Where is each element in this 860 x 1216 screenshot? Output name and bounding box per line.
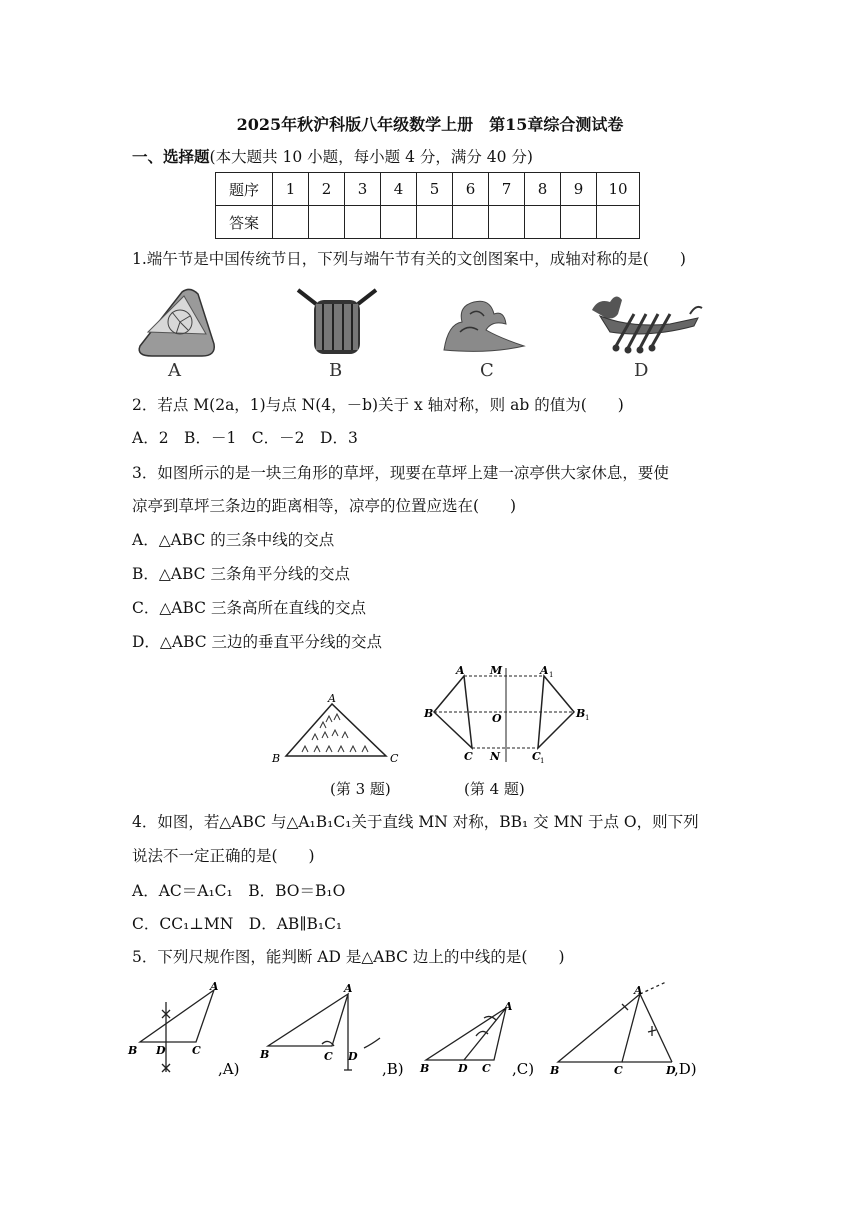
fig4-caption: (第 4 题) bbox=[464, 780, 525, 798]
answer-cell[interactable] bbox=[417, 206, 453, 239]
answer-cell[interactable] bbox=[381, 206, 417, 239]
q5d-label-d: D bbox=[666, 1064, 676, 1077]
q5b-label-b: B bbox=[260, 1048, 270, 1061]
fig4-label-a: A bbox=[456, 664, 465, 677]
answer-cell[interactable] bbox=[561, 206, 597, 239]
question-1: 1.端午节是中国传统节日，下列与端午节有关的文创图案中，成轴对称的是( ) bbox=[132, 250, 686, 268]
answer-table-header: 答案 bbox=[216, 206, 273, 239]
q5-option-d-figure bbox=[558, 982, 672, 1062]
question-4-options-ab: A．AC＝A₁C₁ B．BO＝B₁O bbox=[132, 882, 346, 900]
answer-table-number: 3 bbox=[345, 173, 381, 206]
fig4-label-n: N bbox=[490, 750, 501, 763]
fig4-subscript: 1 bbox=[549, 671, 554, 679]
answer-table bbox=[215, 172, 640, 239]
q5c-label-d: D bbox=[458, 1062, 468, 1075]
answer-table-number: 4 bbox=[381, 173, 417, 206]
question-4-options-cd: C．CC₁⊥MN D．AB∥B₁C₁ bbox=[132, 915, 343, 933]
answer-table-number: 7 bbox=[489, 173, 525, 206]
q5c-label-b: B bbox=[420, 1062, 430, 1075]
question-4-line-2: 说法不一定正确的是( ) bbox=[132, 847, 315, 865]
fig3-label-b: B bbox=[272, 752, 281, 765]
fig4-label-b: B bbox=[424, 707, 434, 720]
q1-option-label: D bbox=[634, 360, 649, 381]
q5c-label-a: A bbox=[504, 1000, 513, 1013]
dragon-boat-image bbox=[592, 296, 702, 353]
question-3-option-a: A．△ABC 的三条中线的交点 bbox=[132, 531, 335, 549]
q5-choice-b: ,B) bbox=[382, 1060, 404, 1078]
q5a-label-d: D bbox=[156, 1044, 166, 1057]
fig4-subscript: 1 bbox=[540, 757, 545, 765]
answer-table-number: 5 bbox=[417, 173, 453, 206]
answer-cell[interactable] bbox=[273, 206, 309, 239]
q5-choice-a: ,A) bbox=[218, 1060, 240, 1078]
q5a-label-c: C bbox=[192, 1044, 201, 1057]
q5b-label-c: C bbox=[324, 1050, 333, 1063]
answer-table-number: 10 bbox=[597, 173, 640, 206]
fig3-label-c: C bbox=[390, 752, 399, 765]
answer-cell[interactable] bbox=[453, 206, 489, 239]
fig4-label-a1: A bbox=[540, 664, 549, 677]
q1-option-label: C bbox=[480, 360, 494, 381]
q5-option-c-figure bbox=[426, 1008, 506, 1060]
drum-image bbox=[298, 290, 376, 354]
cloud-wave-image bbox=[444, 301, 524, 351]
answer-table-number: 6 bbox=[453, 173, 489, 206]
q1-option-label: A bbox=[168, 360, 181, 381]
answer-cell[interactable] bbox=[345, 206, 381, 239]
q1-option-label: B bbox=[329, 360, 343, 381]
question-3-line-1: 3．如图所示的是一块三角形的草坪，现要在草坪上建一凉亭供大家休息，要使 bbox=[132, 464, 669, 482]
answer-cell[interactable] bbox=[489, 206, 525, 239]
answer-cell[interactable] bbox=[597, 206, 640, 239]
fig4-reflection bbox=[420, 662, 600, 768]
q5-option-a-figure bbox=[140, 990, 214, 1072]
exam-title: 2025年秋沪科版八年级数学上册 第15章综合测试卷 bbox=[236, 115, 624, 134]
question-2: 2．若点 M(2a，1)与点 N(4，－b)关于 x 轴对称，则 ab 的值为( ) bbox=[132, 396, 624, 414]
answer-cell[interactable] bbox=[525, 206, 561, 239]
answer-table-number: 9 bbox=[561, 173, 597, 206]
question-3-option-c: C．△ABC 三条高所在直线的交点 bbox=[132, 599, 366, 617]
answer-table-number: 2 bbox=[309, 173, 345, 206]
q5b-label-d: D bbox=[348, 1050, 358, 1063]
section-1-heading bbox=[132, 146, 533, 168]
zongzi-image bbox=[139, 289, 214, 356]
answer-table-row-numbers bbox=[216, 173, 640, 206]
fig3-triangle-lawn bbox=[268, 690, 408, 770]
q5a-label-b: B bbox=[128, 1044, 138, 1057]
question-2-options: A．2 B．－1 C．－2 D．3 bbox=[132, 429, 358, 447]
question-3-option-b: B．△ABC 三条角平分线的交点 bbox=[132, 565, 350, 583]
answer-table-number: 8 bbox=[525, 173, 561, 206]
fig4-label-b1: B bbox=[576, 707, 586, 720]
question-3-option-d: D．△ABC 三边的垂直平分线的交点 bbox=[132, 633, 383, 651]
q5b-label-a: A bbox=[344, 982, 353, 995]
q5-figures bbox=[126, 980, 726, 1084]
fig4-label-m: M bbox=[490, 664, 503, 677]
answer-table-number: 1 bbox=[273, 173, 309, 206]
question-5: 5．下列尺规作图，能判断 AD 是△ABC 边上的中线的是( ) bbox=[132, 948, 565, 966]
fig3-label-a: A bbox=[328, 692, 336, 705]
section-1-label: 一、选择题 bbox=[132, 147, 210, 166]
answer-table-header: 题序 bbox=[216, 173, 273, 206]
answer-cell[interactable] bbox=[309, 206, 345, 239]
q5c-label-c: C bbox=[482, 1062, 491, 1075]
q5a-label-a: A bbox=[210, 980, 219, 993]
q1-figures bbox=[130, 284, 730, 384]
fig3-caption: (第 3 题) bbox=[330, 780, 391, 798]
question-3-line-2: 凉亭到草坪三条边的距离相等，凉亭的位置应选在( ) bbox=[132, 497, 517, 515]
q5d-label-a: A bbox=[634, 984, 643, 997]
fig4-label-o: O bbox=[492, 712, 502, 725]
q5d-label-c: C bbox=[614, 1064, 623, 1077]
answer-table-row-answers bbox=[216, 206, 640, 239]
question-4-line-1: 4．如图，若△ABC 与△A₁B₁C₁关于直线 MN 对称，BB₁ 交 MN 于点 O，则下列 bbox=[132, 813, 699, 831]
q5-choice-d: ,D) bbox=[674, 1060, 697, 1078]
fig4-subscript: 1 bbox=[585, 714, 590, 722]
fig4-label-c1: C bbox=[532, 750, 541, 763]
q5d-label-b: B bbox=[550, 1064, 560, 1077]
q5-choice-c: ,C) bbox=[512, 1060, 535, 1078]
fig4-label-c: C bbox=[464, 750, 473, 763]
section-1-note: (本大题共 10 小题，每小题 4 分，满分 40 分) bbox=[209, 148, 533, 166]
